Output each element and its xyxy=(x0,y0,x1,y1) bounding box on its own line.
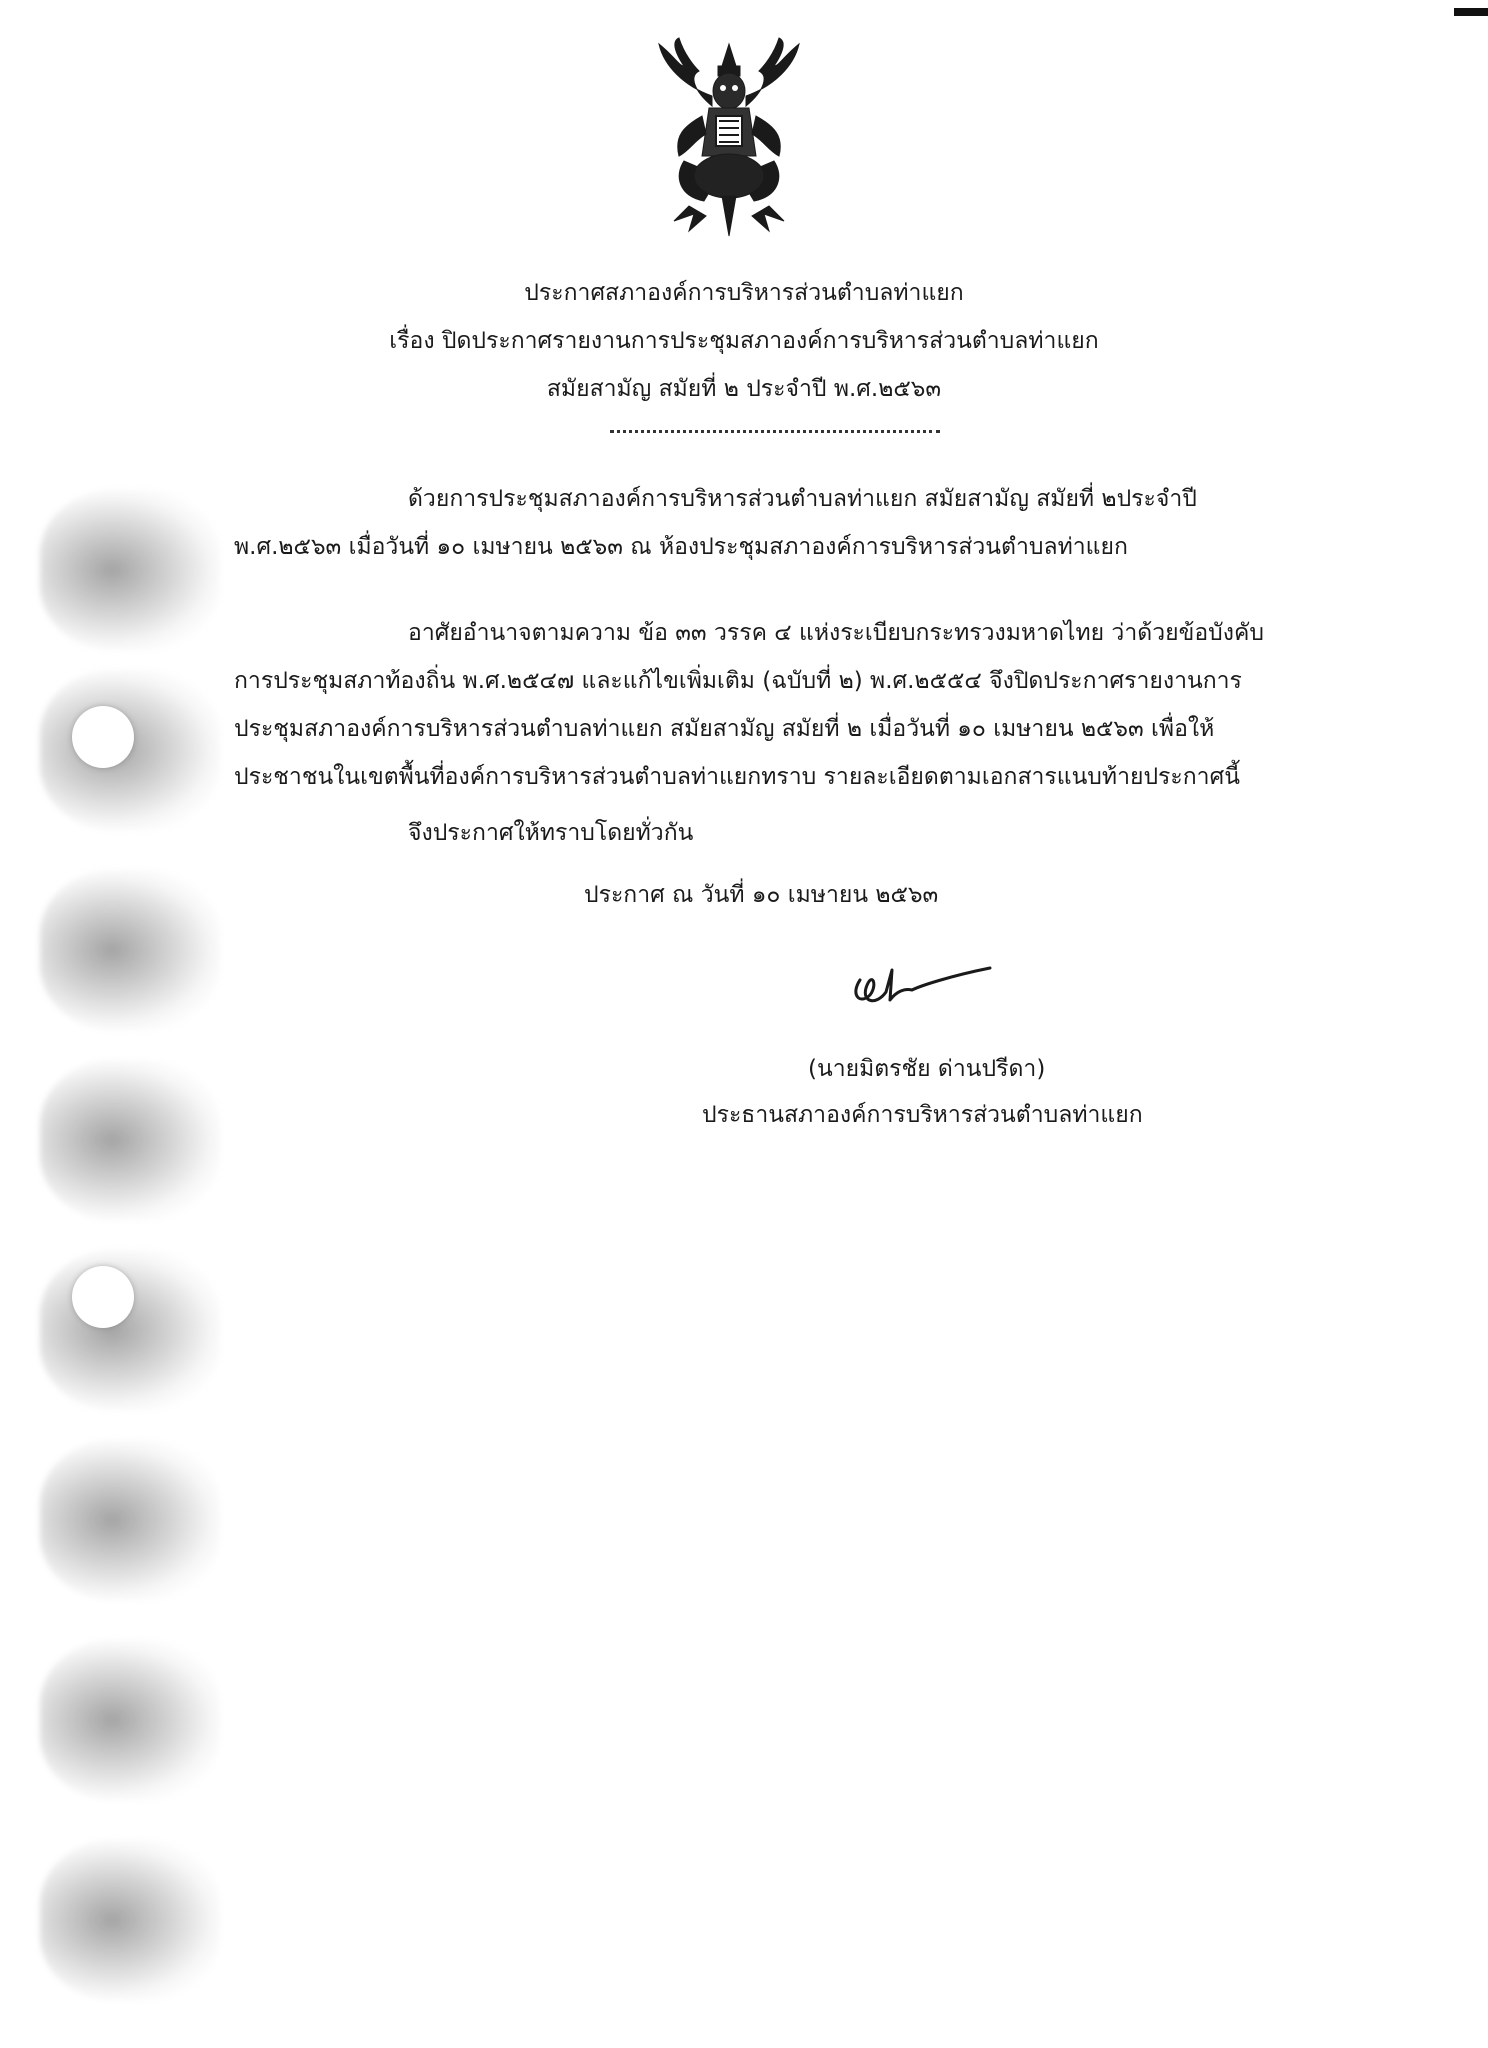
paragraph-2-line-4: ประชาชนในเขตพื้นที่องค์การบริหารส่วนตำบลท่าแยกทราบ รายละเอียดตามเอกสารแนบท้ายประกาศนี้ xyxy=(234,764,1240,790)
scan-smudge xyxy=(40,1840,220,2000)
scan-smudge xyxy=(40,1640,220,1800)
scan-smudge xyxy=(40,870,220,1030)
paragraph-2-line-1: อาศัยอำนาจตามความ ข้อ ๓๓ วรรค ๔ แห่งระเบียบกระทรวงมหาดไทย ว่าด้วยข้อบังคับ xyxy=(408,620,1264,646)
document-title: ประกาศสภาองค์การบริหารส่วนตำบลท่าแยก xyxy=(524,280,964,306)
scan-smudge xyxy=(40,1440,220,1600)
paragraph-2-line-3: ประชุมสภาองค์การบริหารส่วนตำบลท่าแยก สมัยสามัญ สมัยที่ ๒ เมื่อวันที่ ๑๐ เมษายน ๒๕๖๓ เพื่อให้ xyxy=(234,716,1215,742)
scan-corner-mark xyxy=(1454,8,1488,16)
garuda-emblem-icon xyxy=(644,36,814,246)
scan-smudge xyxy=(40,1250,220,1410)
punch-hole xyxy=(72,1266,134,1328)
paragraph-1-line-1: ด้วยการประชุมสภาองค์การบริหารส่วนตำบลท่าแยก สมัยสามัญ สมัยที่ ๒ประจำปี xyxy=(408,486,1197,512)
paragraph-2-line-2: การประชุมสภาท้องถิ่น พ.ศ.๒๕๔๗ และแก้ไขเพิ่มเติม (ฉบับที่ ๒) พ.ศ.๒๕๕๔ จึงปิดประกาศรายงานการ xyxy=(234,668,1242,694)
signatory-position: ประธานสภาองค์การบริหารส่วนตำบลท่าแยก xyxy=(702,1102,1143,1128)
punch-hole xyxy=(72,706,134,768)
signatory-name: (นายมิตรชัย ด่านปรีดา) xyxy=(808,1056,1046,1082)
paragraph-1-line-2: พ.ศ.๒๕๖๓ เมื่อวันที่ ๑๐ เมษายน ๒๕๖๓ ณ ห้องประชุมสภาองค์การบริหารส่วนตำบลท่าแยก xyxy=(234,534,1128,560)
handwritten-signature xyxy=(840,940,1000,1020)
scan-smudge xyxy=(40,1060,220,1220)
title-divider xyxy=(610,430,940,433)
document-session: สมัยสามัญ สมัยที่ ๒ ประจำปี พ.ศ.๒๕๖๓ xyxy=(546,376,942,402)
announcement-date: ประกาศ ณ วันที่ ๑๐ เมษายน ๒๕๖๓ xyxy=(584,882,939,908)
closing-statement: จึงประกาศให้ทราบโดยทั่วกัน xyxy=(408,820,694,846)
scan-smudge xyxy=(40,490,220,650)
document-subject: เรื่อง ปิดประกาศรายงานการประชุมสภาองค์การบริหารส่วนตำบลท่าแยก xyxy=(389,328,1099,354)
